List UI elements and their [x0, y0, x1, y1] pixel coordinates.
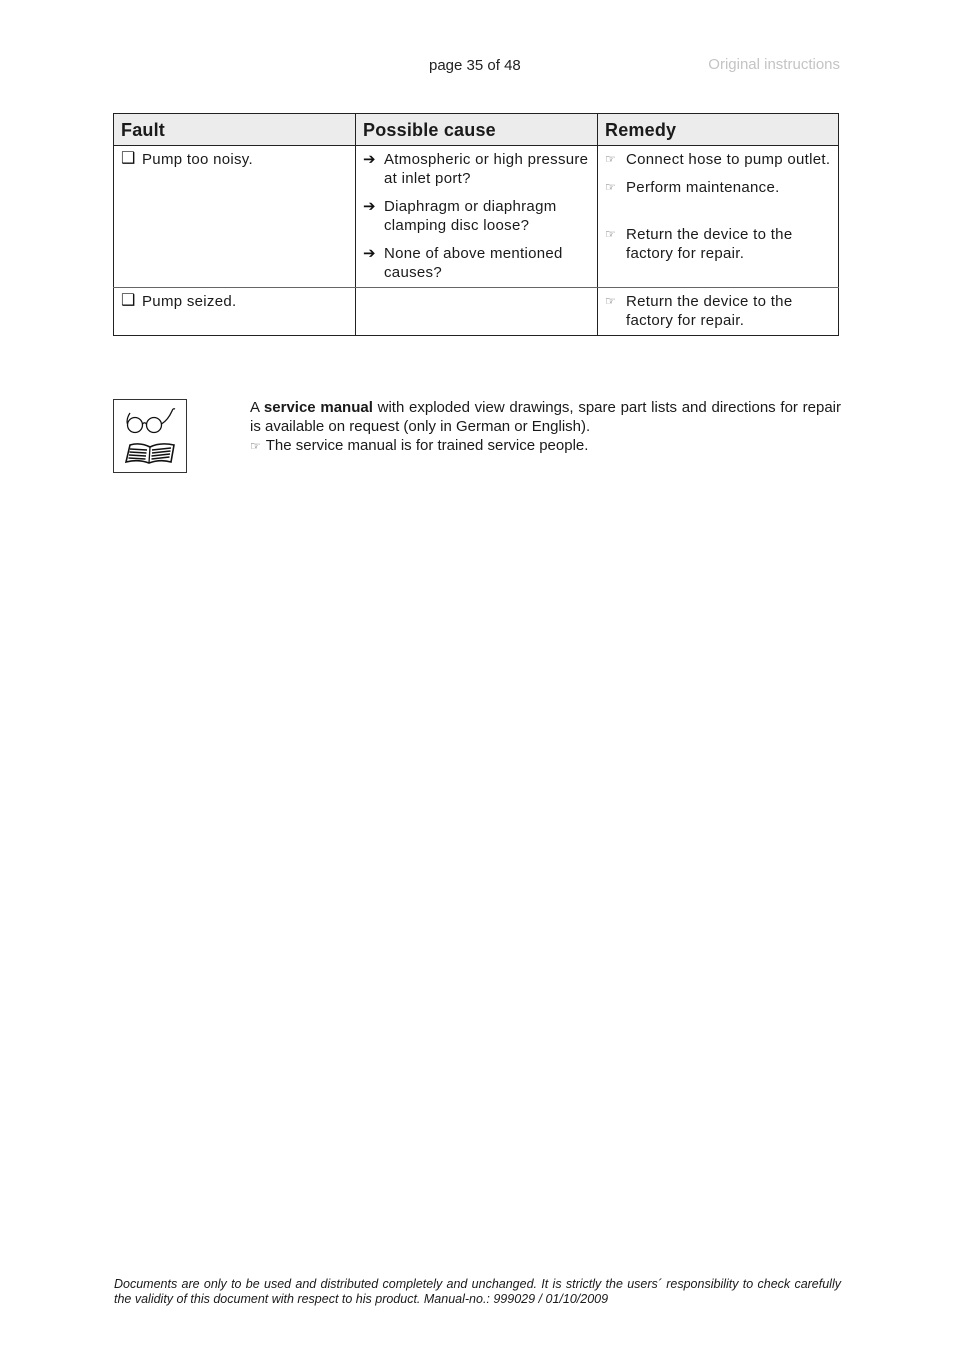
fault-cell	[114, 288, 356, 336]
remedy-entry	[605, 150, 831, 169]
remedy-entry	[605, 225, 831, 263]
service-manual-note	[250, 398, 841, 456]
fault-cell	[114, 146, 356, 288]
arrow-right-icon: ➔	[363, 198, 376, 215]
remedy-text: Return the device to the factory for repair.	[626, 293, 793, 329]
pointing-hand-icon: ☞	[605, 294, 617, 308]
fault-text: Pump seized.	[142, 293, 237, 310]
cause-text: None of above mentioned causes?	[384, 245, 563, 281]
page-number: page 35 of 48	[429, 57, 521, 74]
remedy-entry	[605, 178, 831, 216]
pointing-hand-icon: ☞	[605, 227, 617, 241]
troubleshooting-table	[113, 113, 839, 336]
cause-cell	[356, 288, 598, 336]
fault-text: Pump too noisy.	[142, 151, 253, 168]
column-header-remedy: Remedy	[598, 114, 839, 146]
remedy-entry	[605, 292, 831, 330]
note-bullet	[250, 436, 841, 456]
cause-cell	[356, 146, 598, 288]
column-header-fault: Fault	[114, 114, 356, 146]
cause-entry	[363, 244, 590, 282]
cause-entry	[363, 150, 590, 188]
table-header-row	[114, 114, 839, 146]
fault-entry	[121, 150, 348, 169]
cause-entry	[363, 197, 590, 235]
remedy-cell	[598, 288, 839, 336]
remedy-cell	[598, 146, 839, 288]
pointing-hand-icon: ☞	[605, 180, 617, 194]
pointing-hand-icon: ☞	[250, 439, 261, 453]
arrow-right-icon: ➔	[363, 245, 376, 262]
cause-text: Atmospheric or high pressure at inlet port?	[384, 151, 589, 187]
glasses-and-book-icon	[113, 399, 187, 473]
remedy-text: Return the device to the factory for repair.	[626, 226, 793, 262]
column-header-possible-cause: Possible cause	[356, 114, 598, 146]
header-note: Original instructions	[708, 56, 840, 73]
footer-disclaimer: Documents are only to be used and distributed completely and unchanged. It is strictly the users´ responsibility to check carefully the validity of this document with respect to his product. Manual-no.: 999029 / 01/10/2009	[114, 1277, 841, 1306]
note-text-after: with exploded view drawings, spare part lists and directions for repair is available on request (only in German or English).	[250, 399, 841, 435]
pointing-hand-icon: ☞	[605, 152, 617, 166]
remedy-text: Connect hose to pump outlet.	[626, 151, 831, 168]
note-bullet-text: The service manual is for trained service people.	[265, 437, 589, 454]
table-row	[114, 288, 839, 336]
cause-text: Diaphragm or diaphragm clamping disc loose?	[384, 198, 557, 234]
checkbox-icon: ❑	[121, 150, 136, 167]
remedy-text: Perform maintenance.	[626, 179, 780, 196]
note-text-before: A	[250, 399, 264, 416]
checkbox-icon: ❑	[121, 292, 136, 309]
fault-entry	[121, 292, 348, 311]
arrow-right-icon: ➔	[363, 151, 376, 168]
table-row	[114, 146, 839, 288]
note-text-bold: service manual	[263, 399, 373, 416]
